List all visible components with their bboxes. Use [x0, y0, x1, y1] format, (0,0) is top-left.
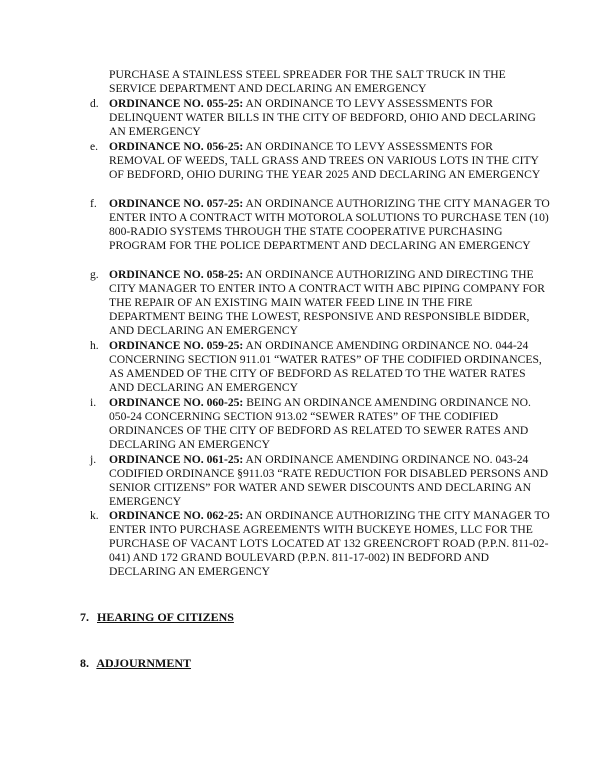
- ordinance-number: ORDINANCE NO. 060-25:: [109, 396, 244, 409]
- ordinance-description: AN ORDINANCE AUTHORIZING AND DIRECTING THE CITY MANAGER TO ENTER INTO A CONTRACT WITH ABC PIPING COMPANY FOR THE REPAIR OF AN EXISTING MAIN WATER FEED LINE IN THE FIRE DEPARTMENT BEING THE LOWEST, RESPONSIVE AND RESPONSIBLE BIDDER, AND DECLARING AN EMERGENCY: [109, 268, 545, 338]
- ordinance-number: ORDINANCE NO. 055-25:: [109, 97, 244, 110]
- item-letter: f.: [90, 197, 97, 210]
- section-number: 8.: [80, 656, 89, 670]
- item-letter: h.: [90, 339, 99, 352]
- ordinance-number: ORDINANCE NO. 058-25:: [109, 268, 244, 281]
- continued-item-text: PURCHASE A STAINLESS STEEL SPREADER FOR THE SALT TRUCK IN THE SERVICE DEPARTMENT AND DECLARING AN EMERGENCY: [109, 68, 506, 96]
- item-letter: k.: [90, 509, 99, 522]
- ordinance-description: BEING AN ORDINANCE AMENDING ORDINANCE NO. 050-24 CONCERNING SECTION 913.02 “SEWER RATES” OF THE CODIFIED ORDINANCES OF THE CITY OF BEDFORD AS RELATED TO SEWER RATES AND DECLARING AN EMERGENCY: [109, 396, 531, 452]
- agenda-item-g: [90, 268, 550, 338]
- item-letter: e.: [90, 140, 99, 153]
- section-title: ADJOURNMENT: [96, 656, 192, 670]
- agenda-item-h: [90, 339, 550, 395]
- ordinance-number: ORDINANCE NO. 062-25:: [109, 509, 244, 522]
- agenda-item-f: [90, 197, 550, 253]
- ordinance-number: ORDINANCE NO. 059-25:: [109, 339, 244, 352]
- ordinance-description: AN ORDINANCE TO LEVY ASSESSMENTS FOR DELINQUENT WATER BILLS IN THE CITY OF BEDFORD, OHIO AND DECLARING AN EMERGENCY: [109, 97, 536, 139]
- ordinance-number: ORDINANCE NO. 056-25:: [109, 140, 244, 153]
- ordinance-number: ORDINANCE NO. 057-25:: [109, 197, 244, 210]
- agenda-item-d: [90, 97, 550, 139]
- agenda-item-j: [90, 453, 550, 509]
- ordinance-number: ORDINANCE NO. 061-25:: [109, 453, 244, 466]
- ordinance-description: AN ORDINANCE AUTHORIZING THE CITY MANAGER TO ENTER INTO A CONTRACT WITH MOTOROLA SOLUTIONS TO PURCHASE TEN (10) 800-RADIO SYSTEMS THROUGH THE STATE COOPERATIVE PURCHASING PROGRAM FOR THE POLICE DEPARTMENT AND DECLARING AN EMERGENCY: [109, 197, 550, 253]
- ordinance-description: AN ORDINANCE AMENDING ORDINANCE NO. 044-24 CONCERNING SECTION 911.01 “WATER RATES” OF THE CODIFIED ORDINANCES, AS AMENDED OF THE CITY OF BEDFORD AS RELATED TO THE WATER RATES AND DECLARING AN EMERGENCY: [109, 339, 542, 395]
- item-letter: i.: [90, 396, 97, 409]
- agenda-item-i: [90, 396, 550, 452]
- section-adjournment: [80, 656, 191, 671]
- ordinance-description: AN ORDINANCE AUTHORIZING THE CITY MANAGER TO ENTER INTO PURCHASE AGREEMENTS WITH BUCKEYE HOMES, LLC FOR THE PURCHASE OF VACANT LOTS LOCATED AT 132 GREENCROFT ROAD (P.P.N. 811-02-041) AND 172 GRAND BOULEVARD (P.P.N. 811-17-002) IN BEDFORD AND DECLARING AN EMERGENCY: [109, 509, 550, 579]
- ordinance-description: AN ORDINANCE AMENDING ORDINANCE NO. 043-24 CODIFIED ORDINANCE §911.03 “RATE REDUCTION FOR DISABLED PERSONS AND SENIOR CITIZENS” FOR WATER AND SEWER DISCOUNTS AND DECLARING AN EMERGENCY: [109, 453, 549, 509]
- agenda-item-e: [90, 140, 550, 182]
- section-hearing-of-citizens: [80, 610, 234, 625]
- section-number: 7.: [80, 610, 89, 624]
- section-title: HEARING OF CITIZENS: [97, 610, 234, 624]
- agenda-item-k: [90, 509, 550, 579]
- item-letter: j.: [90, 453, 97, 466]
- item-letter: d.: [90, 97, 99, 110]
- ordinance-description: AN ORDINANCE TO LEVY ASSESSMENTS FOR REMOVAL OF WEEDS, TALL GRASS AND TREES ON VARIOUS LOTS IN THE CITY OF BEDFORD, OHIO DURING THE YEAR 2025 AND DECLARING AN EMERGENCY: [109, 140, 541, 182]
- item-letter: g.: [90, 268, 99, 281]
